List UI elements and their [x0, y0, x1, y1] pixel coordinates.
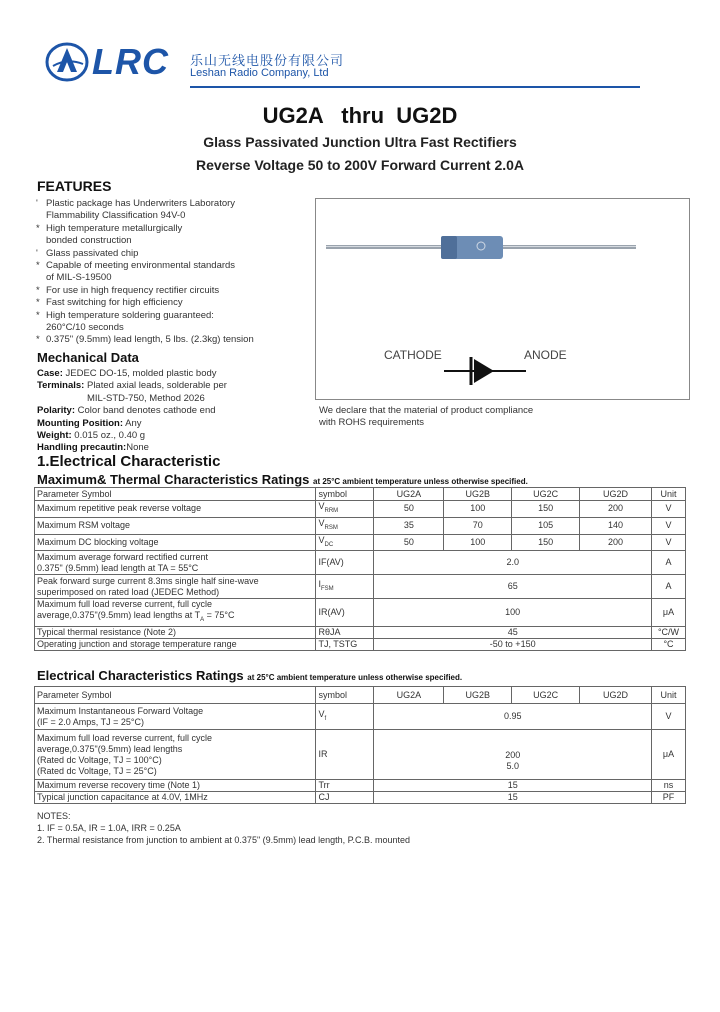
note-2: 2. Thermal resistance from junction to ambient at 0.375" (9.5mm) lead length, P.C.B. mounted	[37, 835, 411, 845]
document-subtitle: Glass Passivated Junction Ultra Fast Rectifiers	[203, 134, 517, 150]
mechanical-data-list	[37, 368, 312, 455]
mech-case: Case: JEDEC DO-15, molded plastic body	[37, 368, 217, 379]
table-row: Typical thermal resistance (Note 2) RθJA 45 °C/W	[35, 627, 686, 639]
rohs-declaration: We declare that the material of product compliance with ROHS requirements	[319, 405, 534, 429]
table-row: Maximum reverse recovery time (Note 1) Trr 15 ns	[35, 780, 686, 792]
features-heading: FEATURES	[37, 178, 112, 194]
table1-heading: Maximum& Thermal Characteristics Ratings at 25°C ambient temperature unless otherwise specified.	[37, 472, 528, 487]
feature-item: ' Plastic package has Underwriters Laboratory Flammability Classification 94V-0	[36, 198, 236, 222]
diode-symbol-icon	[444, 357, 526, 385]
header-divider	[190, 86, 640, 88]
feature-item: * Fast switching for high efficiency	[36, 297, 183, 309]
table-header-row: Parameter Symbol symbol UG2A UG2B UG2C UG2D Unit	[35, 488, 686, 501]
mech-terminals: Terminals: Plated axial leads, solderable per	[37, 380, 227, 392]
table-row: Maximum full load reverse current, full cycle average,0.375"(9.5mm) lead lengths (Rated dc Voltage, TJ = 100°C) (Rated dc Voltage, TJ = 25°C) IR 200 5.0 μA	[35, 730, 686, 780]
note-1: 1. IF = 0.5A, IR = 1.0A, IRR = 0.25A	[37, 823, 181, 833]
features-list	[36, 198, 306, 347]
mech-weight: Weight: 0.015 oz., 0.40 g	[37, 430, 146, 442]
feature-item: * 0.375" (9.5mm) lead length, 5 lbs. (2.3kg) tension	[36, 334, 254, 346]
table-row: Maximum Instantaneous Forward Voltage (IF = 2.0 Amps, TJ = 25°C) $V_f$ 0.95 V	[35, 704, 686, 730]
mech-mounting: Mounting Position: Any	[37, 417, 142, 429]
feature-item: * High temperature soldering guaranteed: 260°C/10 seconds	[36, 309, 214, 334]
electrical-characteristics-table	[34, 686, 686, 804]
cathode-label: CATHODE	[384, 348, 442, 362]
table2-heading: Electrical Characteristics Ratings at 25°C ambient temperature unless otherwise specified.	[37, 668, 463, 683]
table-row: Maximum repetitive peak reverse voltage $V_{RRM}$ 50 100 150 200 V	[35, 501, 686, 518]
mechanical-data-heading: Mechanical Data	[37, 350, 139, 365]
mech-terminals-cont: MIL-STD-750, Method 2026	[87, 392, 205, 404]
mech-handling: Handling precautin:None	[37, 442, 149, 454]
anode-label: ANODE	[524, 348, 567, 362]
company-name-chinese: 乐山无线电股份有限公司	[190, 53, 345, 68]
table-row: Operating junction and storage temperature range TJ, TSTG -50 to +150 °C	[35, 639, 686, 651]
section-heading: 1.Electrical Characteristic	[37, 453, 221, 470]
cathode-band	[441, 236, 457, 259]
feature-item: * For use in high frequency rectifier circuits	[36, 284, 220, 296]
mech-polarity: Polarity: Color band denotes cathode end	[37, 405, 216, 417]
table-row: Typical junction capacitance at 4.0V, 1MHz CJ 15 PF	[35, 792, 686, 804]
company-logo-icon	[45, 42, 89, 82]
notes-title: NOTES:	[37, 811, 71, 821]
table-row: Maximum average forward rectified current 0.375" (9.5mm) lead length at TA = 55°C IF(AV) 2.0 A	[35, 551, 686, 575]
document-title: UG2A thru UG2D	[262, 103, 458, 128]
notes	[37, 810, 410, 846]
max-ratings-table	[34, 487, 686, 651]
table-row: Maximum DC blocking voltage $V_{DC}$ 50 100 150 200 V	[35, 534, 686, 551]
table-row: Maximum full load reverse current, full cycle average,0.375"(9.5mm) lead lengths at $T_A = 75^\circ C$ IR(AV) 100 μA	[35, 599, 686, 627]
table-header-row: Parameter Symbol symbol UG2A UG2B UG2C UG2D Unit	[35, 687, 686, 704]
company-name-english: Leshan Radio Company, Ltd	[190, 67, 329, 79]
feature-item: ' Glass passivated chip	[36, 247, 139, 259]
product-image-box	[315, 198, 690, 400]
feature-item: * High temperature metallurgically bonded construction	[36, 222, 183, 247]
table-row: Peak forward surge current 8.3ms single half sine-wave superimposed on rated load (JEDEC Method) $I_{FSM}$ 65 A	[35, 575, 686, 599]
feature-item: * Capable of meeting environmental standards of MIL-S-19500	[36, 260, 236, 284]
diode-illustration	[316, 199, 689, 399]
table-row: Maximum RSM voltage $V_{RSM}$ 35 70 105 140 V	[35, 517, 686, 534]
document-rating-line: Reverse Voltage 50 to 200V Forward Current 2.0A	[195, 157, 525, 173]
logo-text: LRC	[92, 41, 169, 82]
